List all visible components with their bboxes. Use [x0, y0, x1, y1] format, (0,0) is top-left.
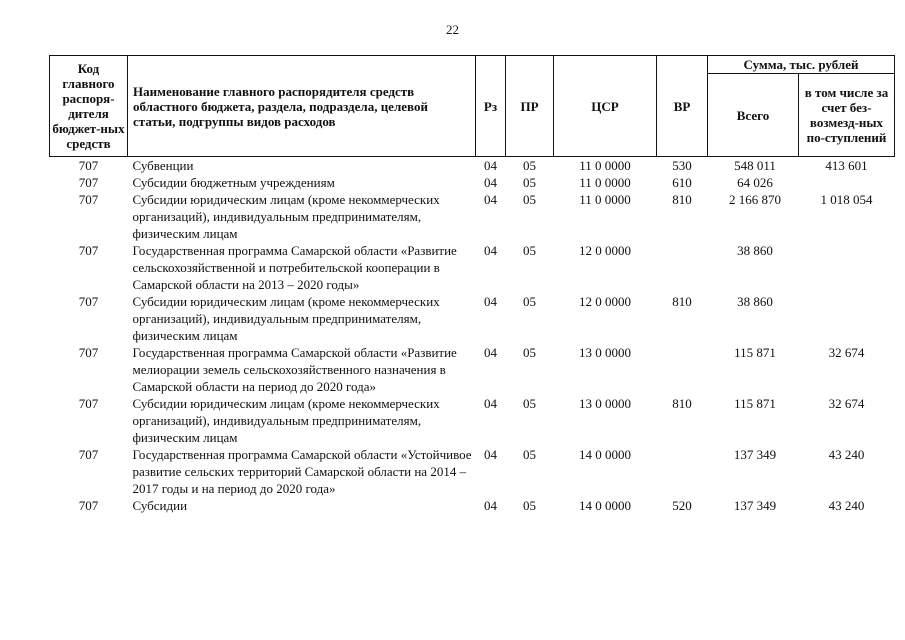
cell-pr: 05 — [523, 498, 536, 513]
cell-name: Субвенции — [132, 158, 194, 173]
cell-total: 137 349 — [733, 447, 777, 462]
cell-total: 115 871 — [734, 396, 776, 411]
cell-pr: 05 — [523, 396, 536, 411]
cell-rz: 04 — [484, 396, 497, 411]
cell-vr: 810 — [672, 396, 692, 411]
cell-name: Государственная программа Самарской области «Развитие мелиорации земель сельскохозяйственного назначения в Самарской области на период до 2020 года» — [132, 345, 457, 394]
cell-pr: 05 — [523, 158, 536, 173]
table-row — [50, 174, 895, 191]
cell-name: Субсидии юридическим лицам (кроме некоммерческих организаций), индивидуальным предпринимателям, физическим лицам — [132, 294, 440, 343]
cell-rz: 04 — [484, 175, 497, 190]
cell-vr: 810 — [672, 294, 692, 309]
header-name: Наименование главного распорядителя средств областного бюджета, раздела, подраздела, целевой статьи, подгруппы видов расходов — [128, 56, 476, 157]
table-row — [50, 344, 895, 395]
cell-total: 2 166 870 — [729, 192, 781, 207]
cell-rz: 04 — [484, 447, 497, 462]
cell-vr — [657, 242, 708, 293]
table-row — [50, 293, 895, 344]
cell-code: 707 — [78, 447, 99, 462]
cell-csr: 11 0 0000 — [579, 158, 631, 173]
cell-name: Государственная программа Самарской области «Развитие сельскохозяйственной и потребительской кооперации в Самарской области на 2013 – 2020 годы» — [132, 243, 457, 292]
table-row — [50, 191, 895, 242]
cell-total: 115 871 — [734, 345, 776, 360]
cell-rz: 04 — [484, 192, 497, 207]
cell-free: 43 240 — [828, 498, 865, 513]
cell-rz: 04 — [484, 294, 497, 309]
table-header — [50, 56, 895, 157]
cell-free: 43 240 — [828, 447, 865, 462]
header-sum-group: Сумма, тыс. рублей — [708, 56, 895, 74]
header-total: Всего — [708, 74, 799, 157]
cell-total: 548 011 — [734, 158, 776, 173]
cell-total: 38 860 — [737, 243, 773, 258]
cell-name: Субсидии юридическим лицам (кроме некоммерческих организаций), индивидуальным предпринимателям, физическим лицам — [132, 192, 440, 241]
table-row — [50, 497, 895, 514]
cell-name: Государственная программа Самарской области «Устойчивое развитие сельских территорий Самарской области на 2014 – 2017 годы и на период до 2020 года» — [132, 447, 472, 496]
cell-csr: 12 0 0000 — [579, 243, 631, 258]
cell-csr: 14 0 0000 — [579, 498, 631, 513]
cell-vr — [657, 344, 708, 395]
cell-name: Субсидии бюджетным учреждениям — [132, 175, 335, 190]
cell-pr: 05 — [523, 192, 536, 207]
cell-name: Субсидии — [132, 498, 188, 513]
cell-pr: 05 — [523, 345, 536, 360]
cell-code: 707 — [78, 192, 99, 207]
cell-free — [799, 174, 895, 191]
cell-csr: 14 0 0000 — [579, 447, 631, 462]
cell-code: 707 — [78, 294, 99, 309]
cell-csr: 11 0 0000 — [579, 192, 631, 207]
cell-pr: 05 — [523, 294, 536, 309]
table-row — [50, 157, 895, 175]
cell-free: 1 018 054 — [820, 192, 873, 207]
cell-vr: 610 — [672, 175, 692, 190]
cell-pr: 05 — [523, 175, 536, 190]
budget-table — [49, 55, 895, 514]
cell-free: 32 674 — [828, 396, 865, 411]
cell-total: 38 860 — [737, 294, 773, 309]
header-free: в том числе за счет без-возмезд-ных по-ступлений — [799, 74, 895, 157]
cell-vr: 810 — [672, 192, 692, 207]
cell-csr: 13 0 0000 — [579, 396, 631, 411]
table-row — [50, 395, 895, 446]
cell-total: 137 349 — [733, 498, 777, 513]
cell-code: 707 — [78, 498, 99, 513]
cell-rz: 04 — [484, 498, 497, 513]
cell-vr: 530 — [672, 158, 692, 173]
cell-pr: 05 — [523, 243, 536, 258]
table-row — [50, 446, 895, 497]
cell-vr — [657, 446, 708, 497]
cell-csr: 12 0 0000 — [579, 294, 631, 309]
cell-code: 707 — [78, 243, 99, 258]
header-csr: ЦСР — [554, 56, 657, 157]
cell-free — [799, 293, 895, 344]
cell-free: 32 674 — [828, 345, 865, 360]
cell-code: 707 — [78, 175, 99, 190]
cell-name: Субсидии юридическим лицам (кроме некоммерческих организаций), индивидуальным предпринимателям, физическим лицам — [132, 396, 440, 445]
cell-rz: 04 — [484, 345, 497, 360]
cell-free: 413 601 — [825, 158, 868, 173]
cell-csr: 13 0 0000 — [579, 345, 631, 360]
cell-vr: 520 — [672, 498, 692, 513]
page-number: 22 — [446, 22, 459, 37]
header-code: Код главного распоря-дителя бюджет-ных средств — [50, 56, 128, 157]
header-vr: ВР — [657, 56, 708, 157]
cell-total: 64 026 — [737, 175, 773, 190]
header-rz: Рз — [476, 56, 506, 157]
header-pr: ПР — [506, 56, 554, 157]
table-body — [50, 157, 895, 515]
cell-rz: 04 — [484, 158, 497, 173]
cell-free — [799, 242, 895, 293]
cell-code: 707 — [78, 396, 99, 411]
cell-rz: 04 — [484, 243, 497, 258]
cell-csr: 11 0 0000 — [579, 175, 631, 190]
table-row — [50, 242, 895, 293]
cell-code: 707 — [78, 345, 99, 360]
cell-pr: 05 — [523, 447, 536, 462]
cell-code: 707 — [78, 158, 99, 173]
